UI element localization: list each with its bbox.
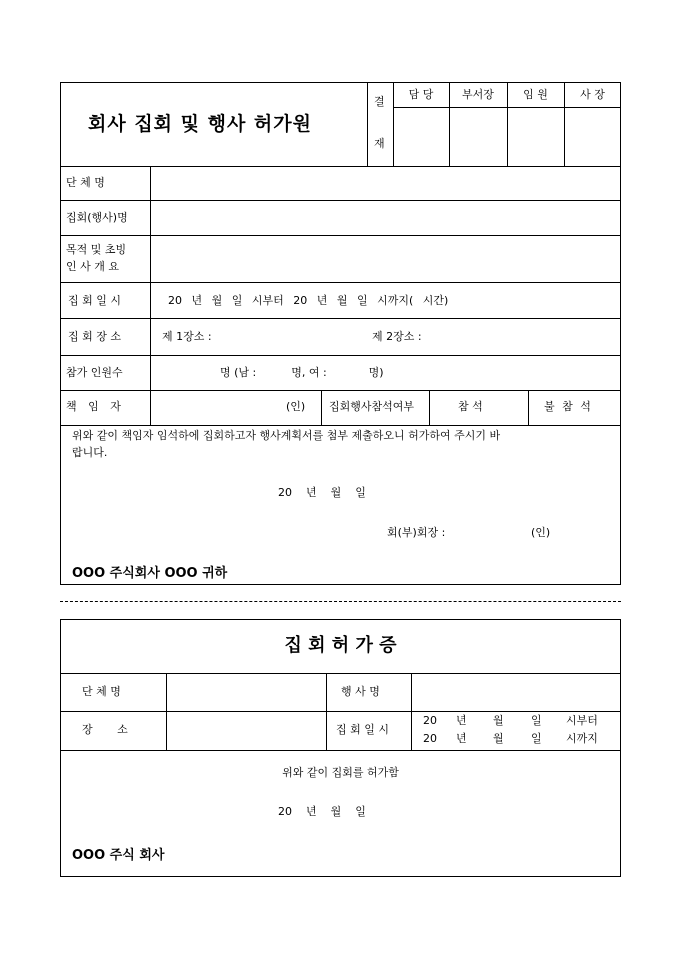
request-date: 20 년 월 일 (278, 486, 366, 499)
addressee: OOO 주식회사 OOO 귀하 (72, 566, 228, 581)
purpose-label-line1: 목적 및 초빙 (66, 243, 127, 256)
approval-col-dept-head: 부서장 (462, 88, 494, 101)
permit-line2-m: 월 (493, 732, 504, 745)
datetime-label: 집 회 일 시 (68, 294, 121, 307)
permit-date: 20 년 월 일 (278, 805, 366, 818)
approval-col-president: 사 장 (580, 88, 605, 101)
permit-line1-y: 년 (456, 714, 467, 727)
datetime-value: 20 년 월 일 시부터 20 년 월 일 시까지( 시간) (168, 294, 449, 307)
meeting-name-label: 집회(행사)명 (66, 211, 128, 224)
permit-line2-to: 시까지 (566, 732, 598, 745)
approval-label-top: 결 (374, 95, 385, 108)
place-2: 제 2장소 : (372, 330, 422, 343)
permit-line2-d: 일 (531, 732, 542, 745)
permit-event-label: 행 사 명 (341, 685, 380, 698)
place-1: 제 1장소 : (162, 330, 212, 343)
permit-form (60, 619, 621, 877)
approval-label-bottom: 재 (374, 137, 385, 150)
group-name-label: 단 체 명 (66, 176, 105, 189)
approval-col-manager: 담 당 (408, 88, 434, 101)
responsible-label: 책 임 자 (66, 400, 121, 413)
attend-no: 불 참 석 (544, 400, 591, 413)
application-form (60, 82, 621, 585)
attend-yes: 참 석 (458, 400, 483, 413)
permit-datetime-label: 집 회 일 시 (336, 723, 389, 736)
permit-title: 집 회 허 가 증 (284, 635, 397, 656)
responsible-seal: (인) (286, 400, 306, 413)
chair-label: 회(부)회장 : (387, 526, 446, 539)
permit-line1-from: 시부터 (566, 714, 598, 727)
place-label: 집 회 장 소 (68, 330, 121, 343)
permit-line1-m: 월 (493, 714, 504, 727)
permit-place-label: 장 소 (82, 723, 128, 736)
permit-group-label: 단 체 명 (82, 685, 121, 698)
purpose-label-line2: 인 사 개 요 (66, 260, 119, 273)
attendees-value: 명 (남 : 명, 여 : 명) (220, 366, 384, 379)
chair-seal: (인) (531, 526, 551, 539)
permit-statement: 위와 같이 집회를 허가함 (282, 766, 399, 779)
permit-company: OOO 주식 회사 (72, 848, 165, 863)
cut-line (60, 601, 621, 602)
form-title: 회사 집회 및 행사 허가원 (88, 113, 312, 135)
approval-col-executive: 임 원 (523, 88, 548, 101)
permit-line2-y: 년 (456, 732, 467, 745)
permit-line1-year: 20 (423, 714, 437, 727)
request-text: 위와 같이 책임자 임석하에 집회하고자 행사계획서를 첨부 제출하오니 허가하여 주시기 바 (72, 429, 501, 442)
permit-line1-d: 일 (531, 714, 542, 727)
request-text-2: 랍니다. (72, 446, 108, 459)
attendance-label: 집회행사참석여부 (329, 400, 415, 413)
permit-line2-year: 20 (423, 732, 437, 745)
attendees-label: 참가 인원수 (66, 366, 123, 379)
